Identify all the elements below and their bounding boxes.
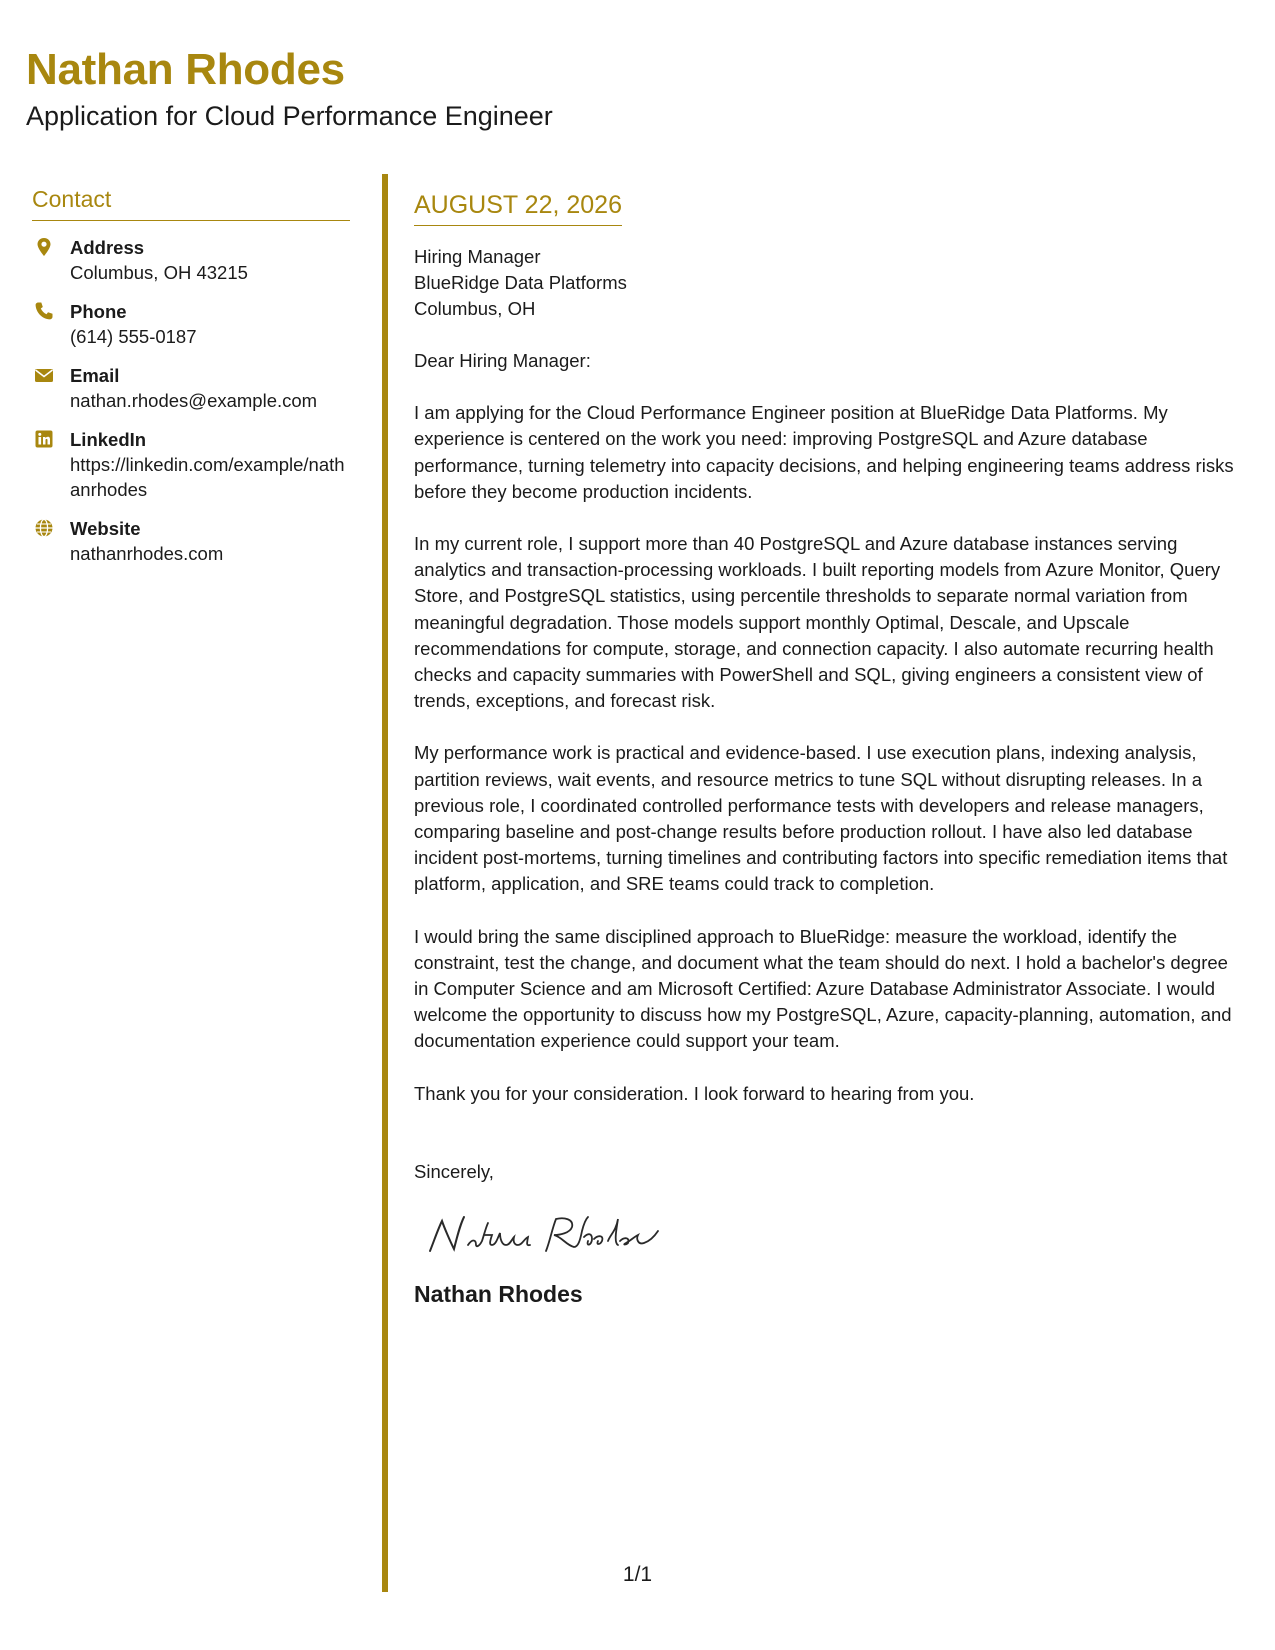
envelope-icon [34, 365, 54, 385]
contact-item-email [32, 363, 350, 413]
application-subtitle: Application for Cloud Performance Engineer [26, 101, 553, 131]
letter-date: AUGUST 22, 2026 [414, 190, 622, 226]
contact-value-website[interactable]: nathanrhodes.com [70, 542, 224, 564]
contact-heading: Contact [32, 186, 350, 221]
body-paragraph: In my current role, I support more than 40 PostgreSQL and Azure database instances serving analytics and transaction-processing workloads. I built reporting models from Azure Monitor, Query Store, and PostgreSQL statistics, using percentile thresholds to separate normal variation from meaningful degradation. Those models support monthly Optimal, Descale, and Upscale recommendations for compute, storage, and connection capacity. I also automate recurring health checks and capacity summaries with PowerShell and SQL, giving engineers a consistent view of trends, exceptions, and forecast risk. [414, 533, 1221, 712]
contact-label-website: Website [70, 517, 141, 539]
contact-label-address: Address [70, 236, 145, 258]
contact-label-linkedin: LinkedIn [70, 428, 147, 450]
contact-sidebar [32, 186, 350, 566]
body-paragraph: Thank you for your consideration. I look forward to hearing from you. [414, 1082, 975, 1104]
contact-label-email: Email [70, 364, 120, 386]
letter-body [414, 190, 1244, 1309]
page-number [0, 1563, 1275, 1587]
handwritten-signature [424, 1211, 664, 1261]
contact-item-website [32, 516, 350, 566]
vertical-divider [382, 174, 388, 1592]
contact-value-phone: (614) 555-0187 [70, 325, 197, 347]
recipient-company: BlueRidge Data Platforms [414, 272, 627, 293]
contact-item-linkedin [32, 427, 350, 502]
salutation: Dear Hiring Manager: [414, 350, 591, 371]
phone-icon [34, 301, 54, 321]
closing: Sincerely, [414, 1160, 494, 1182]
recipient-location: Columbus, OH [414, 298, 536, 319]
body-paragraph: I am applying for the Cloud Performance Engineer position at BlueRidge Data Platforms. My experience is centered on the work you need: improving PostgreSQL and Azure database performance, turning telemetry into capacity decisions, and helping engineering teams address risks before they become production incidents. [414, 402, 1234, 502]
contact-value-address: Columbus, OH 43215 [70, 261, 248, 283]
applicant-name: Nathan Rhodes [26, 45, 345, 94]
contact-item-address [32, 235, 350, 285]
contact-value-linkedin[interactable]: https://linkedin.com/example/nathanrhodes [70, 453, 345, 500]
linkedin-icon [34, 429, 54, 449]
recipient-block [414, 244, 1244, 322]
contact-item-phone [32, 299, 350, 349]
body-paragraph: I would bring the same disciplined approach to BlueRidge: measure the workload, identify the constraint, test the change, and document what the team should do next. I hold a bachelor's degree in Computer Science and am Microsoft Certified: Azure Database Administrator Associate. I would welcome the opportunity to discuss how my PostgreSQL, Azure, capacity-planning, automation, and documentation experience could support your team. [414, 925, 1232, 1052]
globe-icon [34, 518, 54, 538]
page-number-text: 1/1 [622, 1563, 653, 1586]
contact-list [32, 235, 350, 566]
body-paragraph: My performance work is practical and evidence-based. I use execution plans, indexing analysis, partition reviews, wait events, and resource metrics to tune SQL without disrupting releases. In a previous role, I coordinated controlled performance tests with developers and release managers, comparing baseline and post-change results before production rollout. I have also led database incident post-mortems, turning timelines and contributing factors into specific remediation items that platform, application, and SRE teams could track to completion. [414, 742, 1228, 895]
contact-value-email[interactable]: nathan.rhodes@example.com [70, 389, 318, 411]
map-pin-icon [34, 237, 54, 257]
contact-label-phone: Phone [70, 300, 127, 322]
recipient-title: Hiring Manager [414, 246, 541, 267]
signed-name: Nathan Rhodes [414, 1281, 583, 1308]
